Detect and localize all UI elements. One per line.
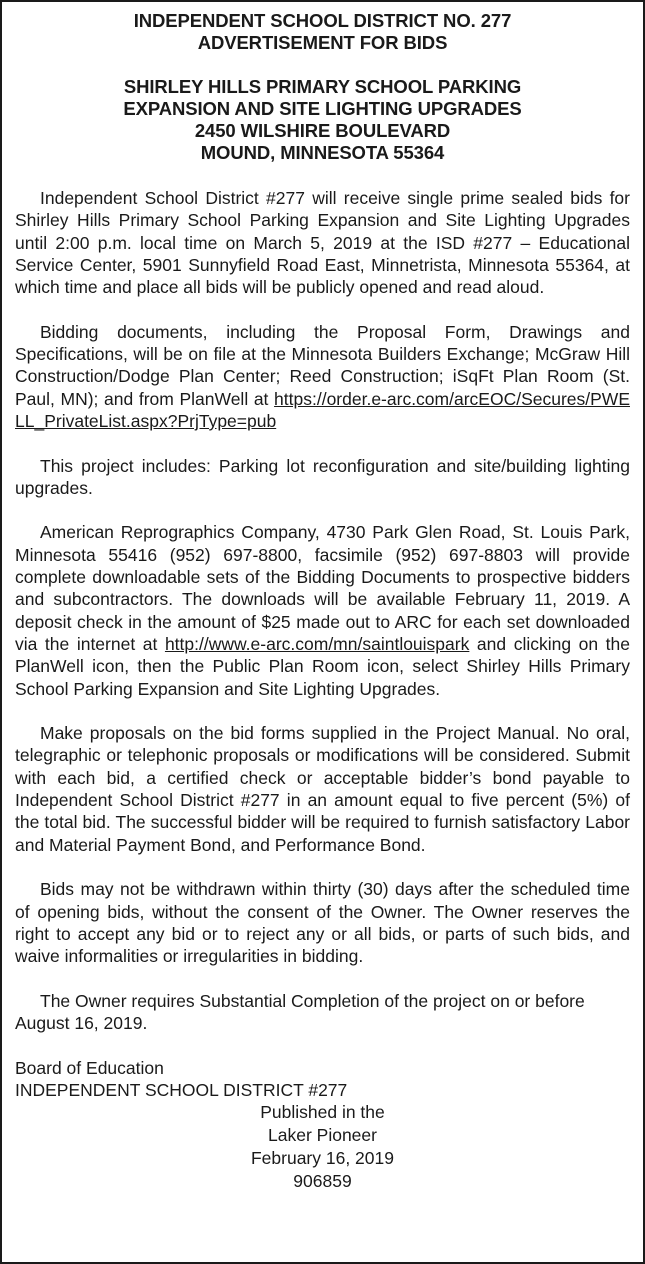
project-address: 2450 WILSHIRE BOULEVARD	[194, 120, 451, 141]
publication-date: February 16, 2019	[250, 1147, 394, 1168]
publication-id: 906859	[293, 1170, 352, 1191]
paragraph-downloads	[15, 521, 630, 699]
e-arc-link[interactable]: http://www.e-arc.com/mn/saintlouispark	[164, 633, 470, 654]
district-title: INDEPENDENT SCHOOL DISTRICT NO. 277	[133, 10, 512, 31]
publication-info	[15, 1101, 630, 1192]
district-header	[15, 10, 630, 54]
published-in-label: Published in the	[260, 1102, 385, 1123]
downloads-tail-text: and clicking on the PlanWell icon, then the Public Plan Room icon, select Shirley Hills Primary School Parking Expansion and Site Lighting Upgrades.	[15, 633, 630, 699]
project-header	[15, 76, 630, 164]
paragraph-completion: The Owner requires Substantial Completion of the project on or before August 16, 2019.	[15, 990, 585, 1033]
paragraph-bid-receipt: Independent School District #277 will receive single prime sealed bids for Shirley Hills Primary School Parking Expansion and Site Lighting Upgrades until 2:00 p.m. local time on March 5, 2019 at the ISD #277 – Educational Service Center, 5901 Sunnyfield Road East, Minnetrista, Minnesota 55364, at which time and place all bids will be publicly opened and read aloud.	[15, 188, 630, 298]
newspaper-name: Laker Pioneer	[268, 1124, 377, 1145]
bidding-documents-text: Bidding documents, including the Proposal Form, Drawings and Specifications, will be on file at the Minnesota Builders Exchange; McGraw Hill Construction/Dodge Plan Center; Reed Construction; iSqFt Plan Room (St. Paul, MN); and from PlanWell at	[15, 321, 630, 409]
planwell-link[interactable]: https://order.e-arc.com/arcEOC/Secures/PWELL_PrivateList.aspx?PrjType=pub	[15, 388, 630, 431]
paragraph-proposals: Make proposals on the bid forms supplied in the Project Manual. No oral, telegraphic or telephonic proposals or modifications will be considered. Submit with each bid, a certified check or acceptable bidder’s bond payable to Independent School District #277 in an amount equal to five percent (5%) of the total bid. The successful bidder will be required to furnish satisfactory Labor and Material Payment Bond, and Performance Bond.	[15, 723, 630, 855]
project-title-line-2: EXPANSION AND SITE LIGHTING UPGRADES	[123, 98, 522, 119]
project-title-line-1: SHIRLEY HILLS PRIMARY SCHOOL PARKING	[123, 76, 522, 97]
signature-board: Board of Education	[15, 1057, 164, 1078]
paragraph-withdrawal: Bids may not be withdrawn within thirty (30) days after the scheduled time of opening bids, without the consent of the Owner. The Owner reserves the right to accept any bid or to reject any or all bids, or parts of such bids, and waive informalities or irregularities in bidding.	[15, 879, 630, 967]
paragraph-project-scope: This project includes: Parking lot reconfiguration and site/building lighting upgrades.	[15, 455, 630, 498]
notice-body	[15, 187, 630, 1034]
advertisement-title: ADVERTISEMENT FOR BIDS	[197, 32, 448, 53]
project-city: MOUND, MINNESOTA 55364	[200, 142, 445, 163]
signature-block	[15, 1057, 630, 1102]
signature-district: INDEPENDENT SCHOOL DISTRICT #277	[15, 1079, 348, 1100]
downloads-text: American Reprographics Company, 4730 Park Glen Road, St. Louis Park, Minnesota 55416 (952) 697-8800, facsimile (952) 697-8803 will provide complete downloadable sets of the Bidding Documents to prospective bidders and subcontractors. The downloads will be available February 11, 2019. A deposit check in the amount of $25 made out to ARC for each set downloaded via the internet at	[15, 522, 630, 654]
paragraph-bidding-documents	[15, 321, 630, 432]
